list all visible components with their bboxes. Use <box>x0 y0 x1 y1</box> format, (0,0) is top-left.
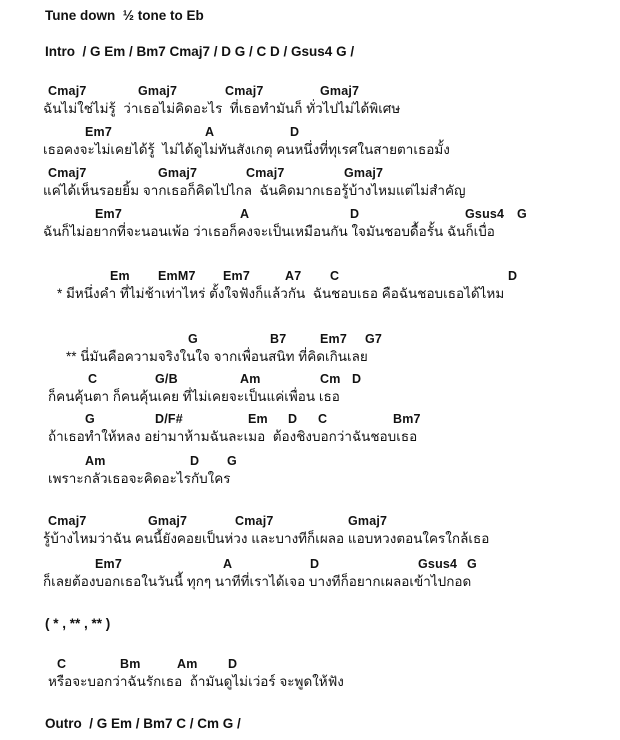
chord-line <box>0 372 620 388</box>
chord-line <box>0 207 620 223</box>
chord: Gmaj7 <box>320 84 360 98</box>
chord: Cmaj7 <box>48 84 87 98</box>
chord: C <box>318 412 328 426</box>
chord: D <box>310 557 320 571</box>
chord: Am <box>177 657 198 671</box>
chord: G <box>188 332 198 346</box>
chord: A <box>240 207 250 221</box>
chord-line <box>0 269 620 285</box>
chord: Em <box>110 269 130 283</box>
outro-line: Outro / G Em / Bm7 C / Cm G / <box>45 716 241 731</box>
chord: D <box>288 412 298 426</box>
chord: Em <box>248 412 268 426</box>
repeat-marker-line: ( * , ** , ** ) <box>45 616 111 631</box>
lyric-line: เพราะกลัวเธอจะคิดอะไรกับใคร <box>48 471 231 486</box>
chord: D <box>190 454 200 468</box>
chord: Am <box>85 454 106 468</box>
chord: G <box>467 557 477 571</box>
chord: D/F# <box>155 412 183 426</box>
chord: Gmaj7 <box>344 166 384 180</box>
chord: C <box>57 657 67 671</box>
chord: D <box>508 269 518 283</box>
chord: Gmaj7 <box>158 166 198 180</box>
lyric-line: แค่ได้เห็นรอยยิ้ม จากเธอก็คิดไปไกล ฉันคิดมากเธอรู้บ้างไหมแต่ไม่สำคัญ <box>43 183 466 198</box>
lyric-line: ก็เลยต้องบอกเธอในวันนี้ ทุกๆ นาทีที่เราได้เจอ บางทีก็อยากเผลอเข้าไปกอด <box>43 574 472 589</box>
chord: C <box>330 269 340 283</box>
chord-line <box>0 125 620 141</box>
chord: G <box>227 454 237 468</box>
chord: Em7 <box>85 125 113 139</box>
chord: A <box>223 557 233 571</box>
chord-line <box>0 84 620 100</box>
chord: Cmaj7 <box>48 166 87 180</box>
lyric-line: ฉันไม่ใช่ไม่รู้ ว่าเธอไม่คิดอะไร ที่เธอทำมันก็ ทั่วไปไม่ได้พิเศษ <box>43 101 401 116</box>
chord-line <box>0 166 620 182</box>
chord: D <box>228 657 238 671</box>
lyric-line: ก็คนคุ้นตา ก็คนคุ้นเคย ที่ไม่เคยจะเป็นแค่เพื่อน เธอ <box>48 389 340 404</box>
chord: Cm <box>320 372 341 386</box>
chord: Bm <box>120 657 141 671</box>
chord: A <box>205 125 215 139</box>
chord-line <box>0 332 620 348</box>
chord: EmM7 <box>158 269 196 283</box>
chord: Gmaj7 <box>348 514 388 528</box>
chord-line <box>0 514 620 530</box>
chord: Gmaj7 <box>138 84 178 98</box>
chord: G <box>517 207 527 221</box>
chord-line <box>0 657 620 673</box>
chord-line <box>0 412 620 428</box>
chord-line <box>0 454 620 470</box>
chord: Em7 <box>95 557 123 571</box>
chord: A7 <box>285 269 302 283</box>
lyric-line: ** นี่มันคือความจริงในใจ จากเพื่อนสนิท ที่คิดเกินเลย <box>66 349 368 364</box>
chord: Cmaj7 <box>48 514 87 528</box>
chord: Bm7 <box>393 412 421 426</box>
chord: Em7 <box>320 332 348 346</box>
chord-line <box>0 557 620 573</box>
chord: G7 <box>365 332 383 346</box>
tuning-note: Tune down ½ tone to Eb <box>45 8 204 23</box>
chord: Cmaj7 <box>246 166 285 180</box>
lyric-line: ฉันก็ไม่อยากที่จะนอนเพ้อ ว่าเธอก็คงจะเป็นเหมือนกัน ใจมันชอบดื้อรั้น ฉันก็เบื่อ <box>43 224 495 239</box>
intro-line: Intro / G Em / Bm7 Cmaj7 / D G / C D / Gsus4 G / <box>45 44 355 59</box>
chord: D <box>352 372 362 386</box>
chord: Em7 <box>95 207 123 221</box>
chord: G/B <box>155 372 178 386</box>
chord: Cmaj7 <box>225 84 264 98</box>
lyric-line: หรือจะบอกว่าฉันรักเธอ ถ้ามันดูไม่เว่อร์ จะพูดให้ฟัง <box>48 674 344 689</box>
lyric-line: รู้บ้างไหมว่าฉัน คนนี้ยังคอยเป็นห่วง และบางทีก็เผลอ แอบหวงตอนใครใกล้เธอ <box>43 531 490 546</box>
chord: Am <box>240 372 261 386</box>
chord: Cmaj7 <box>235 514 274 528</box>
lyric-line: * มีหนึ่งคำ ที่ไม่ช้าเท่าไหร่ ตั้งใจฟังก็แล้วกัน ฉันชอบเธอ คือฉันชอบเธอได้ไหม <box>57 286 505 301</box>
chord: D <box>290 125 300 139</box>
chord: Em7 <box>223 269 251 283</box>
lyric-line: เธอคงจะไม่เคยได้รู้ ไม่ได้ดูไม่ทันสังเกตุ คนหนึ่งที่ทุเรศในสายตาเธอมั้ง <box>43 142 450 157</box>
chord: G <box>85 412 95 426</box>
chord: Gmaj7 <box>148 514 188 528</box>
chord: Gsus4 <box>418 557 458 571</box>
lyric-line: ถ้าเธอทำให้หลง อย่ามาห้ามฉันละเมอ ต้องชิงบอกว่าฉันชอบเธอ <box>48 429 418 444</box>
chord: Gsus4 <box>465 207 505 221</box>
chord: C <box>88 372 98 386</box>
chord: B7 <box>270 332 287 346</box>
chord: D <box>350 207 360 221</box>
